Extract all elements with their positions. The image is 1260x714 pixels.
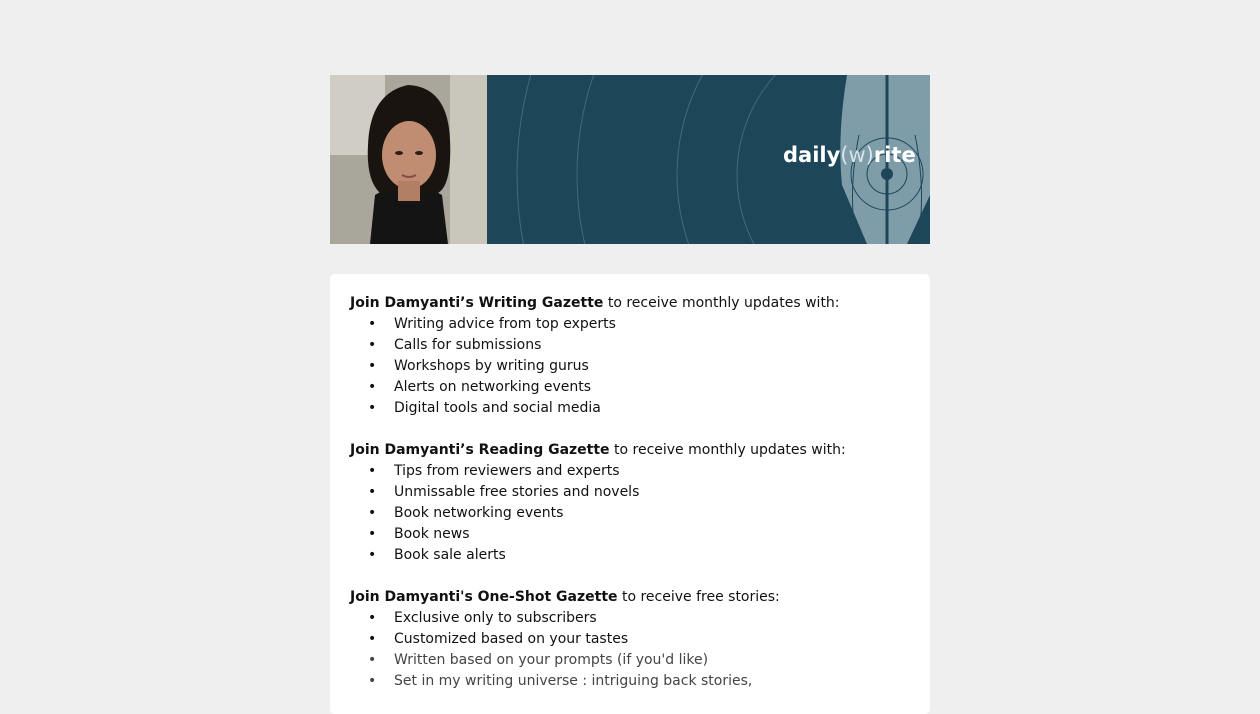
- feature-list: [350, 314, 840, 419]
- section-suffix: to receive monthly updates with:: [603, 295, 840, 311]
- list-item: • Book sale alerts: [368, 547, 506, 563]
- one-shot-gazette-section: [350, 587, 780, 692]
- writing-gazette-section: [350, 293, 840, 419]
- header-banner: [330, 75, 930, 244]
- author-photo: [330, 75, 487, 244]
- list-item: • Alerts on networking events: [368, 379, 592, 395]
- list-item: • Book networking events: [368, 505, 564, 521]
- content-card: [330, 274, 930, 714]
- brand-logo: daily(w)rite: [783, 143, 916, 167]
- feature-list: [350, 608, 780, 692]
- list-item: • Writing advice from top experts: [368, 316, 616, 332]
- section-suffix: to receive monthly updates with:: [609, 442, 846, 458]
- section-title: Join Damyanti’s Writing Gazette: [350, 295, 604, 311]
- list-item: • Customized based on your tastes: [368, 631, 629, 647]
- feature-list: [350, 461, 846, 566]
- list-item: • Book news: [368, 526, 470, 542]
- list-item: • Written based on your prompts (if you'd like): [368, 652, 709, 668]
- list-item: • Workshops by writing gurus: [368, 358, 589, 374]
- list-item: • Exclusive only to subscribers: [368, 610, 597, 626]
- section-suffix: to receive free stories:: [617, 589, 780, 605]
- list-item: • Set in my writing universe : intriguing back stories,: [368, 673, 753, 689]
- reading-gazette-section: [350, 440, 846, 566]
- list-item: • Digital tools and social media: [368, 400, 601, 416]
- section-title: Join Damyanti's One-Shot Gazette: [350, 589, 618, 605]
- list-item: • Calls for submissions: [368, 337, 542, 353]
- list-item: • Unmissable free stories and novels: [368, 484, 640, 500]
- section-title: Join Damyanti’s Reading Gazette: [350, 442, 610, 458]
- list-item: • Tips from reviewers and experts: [368, 463, 620, 479]
